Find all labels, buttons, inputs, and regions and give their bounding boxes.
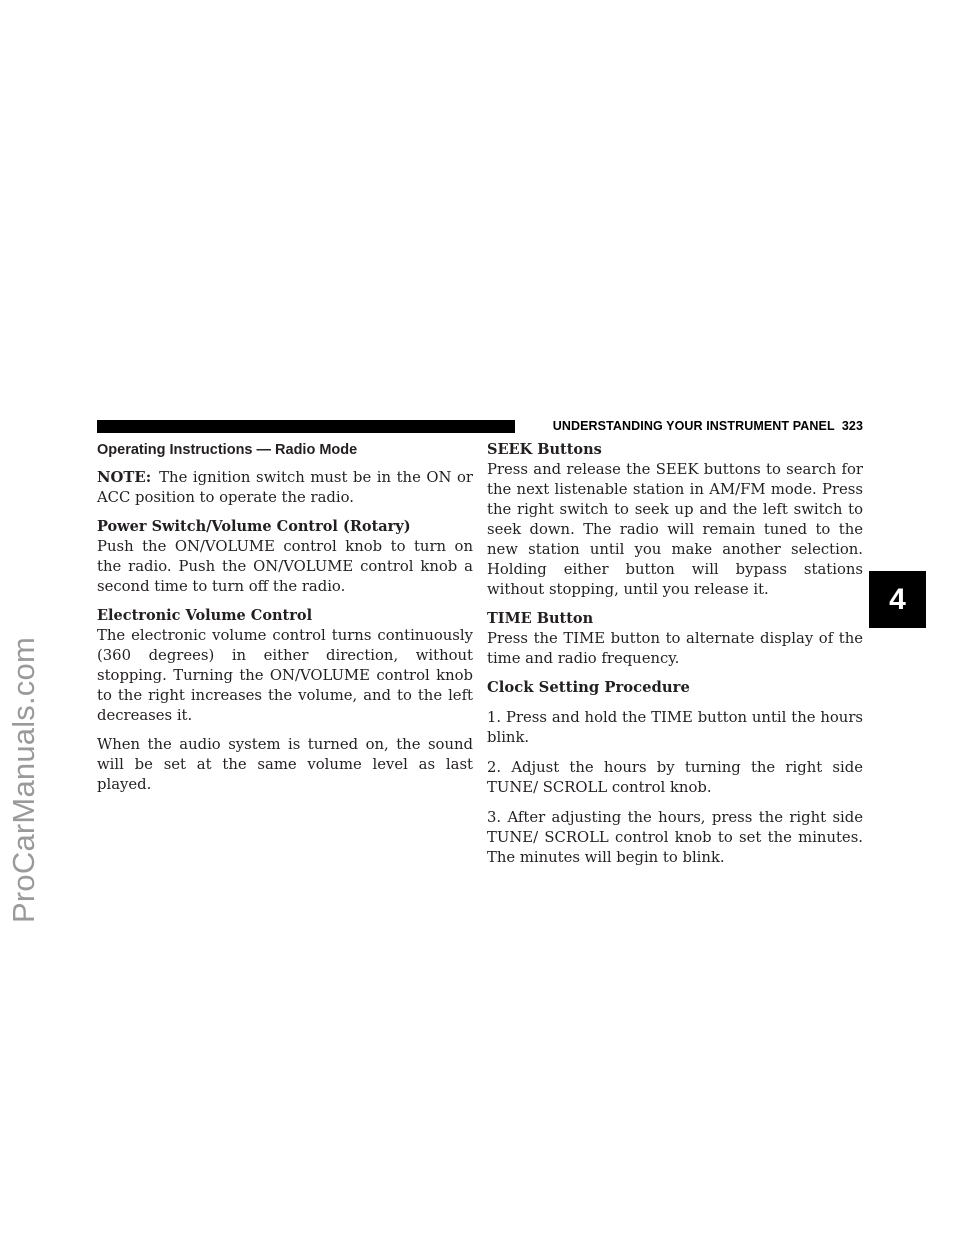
header-title: UNDERSTANDING YOUR INSTRUMENT PANEL [552, 419, 835, 433]
time-paragraph: Press the TIME button to alternate display of the time and radio frequency. [487, 630, 863, 667]
time-heading: TIME Button [487, 610, 594, 627]
evc-heading: Electronic Volume Control [97, 607, 313, 624]
note-paragraph [97, 468, 473, 508]
clock-step-2: 2. Adjust the hours by turning the right side TUNE/ SCROLL control knob. [487, 759, 863, 796]
seek-heading: SEEK Buttons [487, 441, 602, 458]
seek-paragraph: Press and release the SEEK buttons to search for the next listenable station in AM/FM mode. Press the right switch to seek up and the left switch to seek down. The radio will remain tuned to the new station until you make another selection. Holding either button will bypass stations without stopping, until you release it. [487, 461, 863, 598]
note-label: NOTE: [97, 469, 152, 486]
watermark-text: ProCarManuals.com [6, 637, 41, 923]
page-number: 323 [841, 419, 863, 433]
clock-step-3: 3. After adjusting the hours, press the right side TUNE/ SCROLL control knob to set the minutes. The minutes will begin to blink. [487, 809, 863, 866]
header-rule [97, 420, 515, 433]
power-heading: Power Switch/Volume Control (Rotary) [97, 518, 411, 535]
chapter-tab: 4 [869, 571, 926, 628]
left-column [97, 440, 473, 804]
section-title: Operating Instructions — Radio Mode [97, 442, 358, 458]
clock-step-1: 1. Press and hold the TIME button until the hours blink. [487, 709, 863, 746]
evc-paragraph-2: When the audio system is turned on, the sound will be set at the same volume level as last played. [97, 736, 473, 793]
running-header [553, 418, 863, 434]
note-text: The ignition switch must be in the ON or ACC position to operate the radio. [97, 469, 473, 506]
power-paragraph: Push the ON/VOLUME control knob to turn on the radio. Push the ON/VOLUME control knob a second time to turn off the radio. [97, 538, 473, 595]
right-column [487, 440, 863, 878]
clock-heading: Clock Setting Procedure [487, 679, 690, 696]
evc-paragraph: The electronic volume control turns continuously (360 degrees) in either direction, without stopping. Turning the ON/VOLUME control knob to the right increases the volume, and to the left decreases it. [97, 627, 473, 724]
